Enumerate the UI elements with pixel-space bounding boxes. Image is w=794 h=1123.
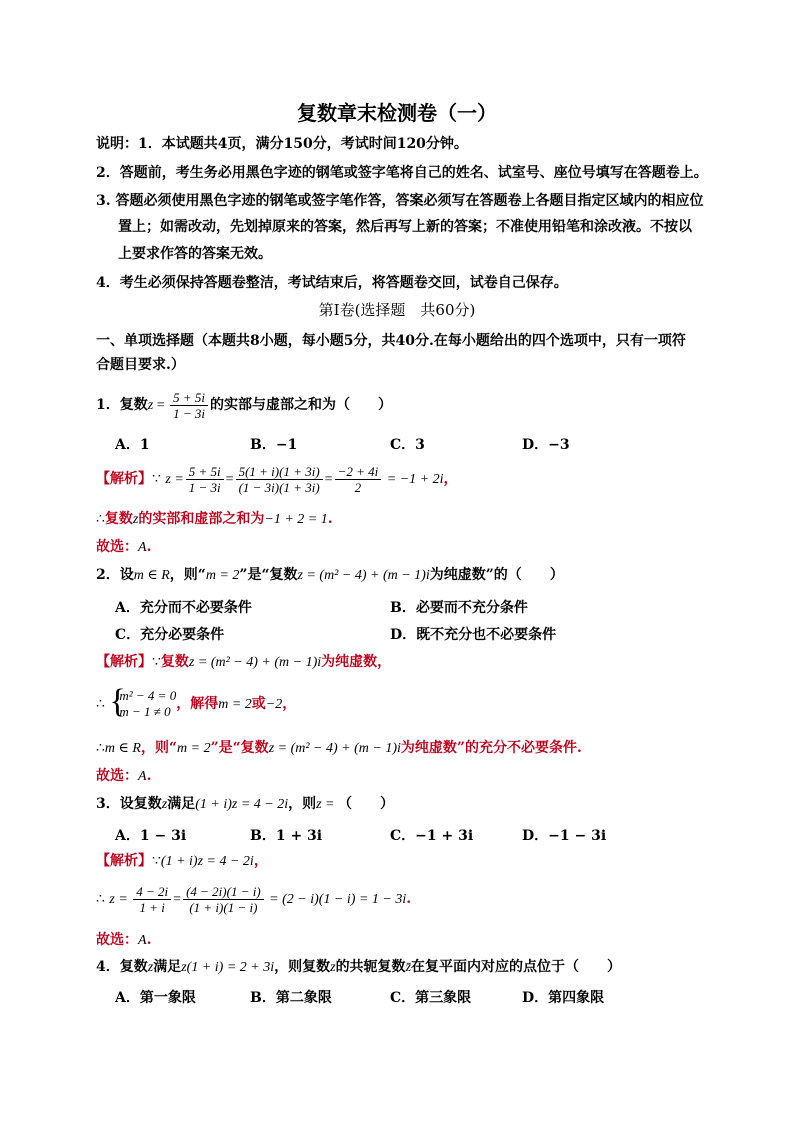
q2-answer: 故选：A. [96, 768, 152, 784]
q2-solution-line2: ∴ { m² − 4 = 0 m − 1 ≠ 0 ，解得m = 2或−2， [96, 683, 297, 720]
q3-option-b: B．1 + 3i [250, 828, 323, 844]
question-number: 3． [96, 796, 120, 812]
q3-option-c: C．−1 + 3i [390, 828, 474, 844]
question-number: 4． [96, 959, 120, 975]
q1-option-a: A．1 [115, 437, 150, 453]
fraction: $\frac{5 + 5i}{1 - 3i}$ [170, 390, 208, 421]
q1-option-b: B．−1 [250, 437, 298, 453]
instruction-3a: 3. 答题必须使用黑色字迹的钢笔或签字笔作答，答案必须写在答题卷上各题目指定区域内的相应位 [96, 193, 704, 209]
question-2: 2．设m ∈ R，则“m = 2”是“复数z = (m² − 4) + (m − 1)i为纯虚数”的（ ） [96, 567, 564, 583]
q2-solution-line1: 【解析】∵复数z = (m² − 4) + (m − 1)i为纯虚数， [96, 654, 392, 670]
instruction-3c: 上要求作答的答案无效。 [118, 246, 272, 262]
q1-solution-line1: 【解析】∵ z = $\frac{5 + 5i}{1 - 3i}$ = $\frac{5(1 + i)(1 + 3i)}{(1 - 3i)(1 + 3i)}$ = $\frac{-2 + 4i}{2}$ = −1 + 2i， [96, 463, 458, 495]
q2-option-b: B．必要而不充分条件 [390, 600, 528, 616]
q4-option-b: B．第二象限 [250, 990, 332, 1006]
q3-option-d: D．−1 − 3i [522, 828, 607, 844]
page-title: 复数章末检测卷（一） [297, 101, 497, 125]
q1-option-c: C．3 [390, 437, 425, 453]
q4-option-d: D．第四象限 [522, 990, 605, 1006]
q2-option-d: D．既不充分也不必要条件 [390, 627, 557, 643]
instruction-3b: 置上；如需改动，先划掉原来的答案，然后再写上新的答案；不准使用铅笔和涂改液。不按以 [118, 219, 692, 235]
analysis-label: 【解析】 [96, 471, 152, 487]
analysis-label: 【解析】 [96, 654, 152, 670]
instruction-4: 4．考生必须保持答题卷整洁，考试结束后，将答题卷交回，试卷自己保存。 [96, 275, 568, 291]
q4-option-a: A．第一象限 [115, 990, 196, 1006]
part1-heading-line2: 合题目要求.） [96, 357, 185, 373]
q3-solution-line1: 【解析】∵(1 + i)z = 4 − 2i， [96, 853, 268, 869]
question-number: 2． [96, 567, 120, 583]
q1-option-d: D．−3 [522, 437, 570, 453]
q3-solution-line2: ∴ z = $\frac{4 - 2i}{1 + i}$ = $\frac{(4 - 2i)(1 - i)}{(1 + i)(1 - i)}$ = (2 − i)(1 − i) = 1 − 3i. [96, 883, 412, 915]
q2-option-a: A．充分而不必要条件 [115, 600, 252, 616]
q4-option-c: C．第三象限 [390, 990, 472, 1006]
instruction-1: 说明：1．本试题共4页，满分150分，考试时间120分钟。 [96, 136, 468, 152]
q2-solution-line3: ∴m ∈ R，则“m = 2”是“复数z = (m² − 4) + (m − 1)i为纯虚数”的充分不必要条件. [96, 740, 582, 756]
analysis-label: 【解析】 [96, 853, 152, 869]
question-3: 3．设复数z满足(1 + i)z = 4 − 2i，则z = （ ） [96, 796, 395, 812]
question-1: 1．复数z = $\frac{5 + 5i}{1 - 3i}$ 的实部与虚部之和为（ ） [96, 389, 392, 421]
q3-answer: 故选：A. [96, 932, 152, 948]
q2-option-c: C．充分必要条件 [115, 627, 225, 643]
section-title: 第Ⅰ卷(选择题 共60分) [318, 301, 476, 319]
question-4: 4．复数z满足z(1 + i) = 2 + 3i，则复数z的共轭复数z̄在复平面内对应的点位于（ ） [96, 959, 622, 975]
q1-solution-line2: ∴复数z的实部和虚部之和为−1 + 2 = 1. [96, 511, 333, 527]
instruction-2: 2．答题前，考生务必用黑色字迹的钢笔或签字笔将自己的姓名、试室号、座位号填写在答题卷上。 [96, 165, 708, 181]
q3-option-a: A．1 − 3i [115, 828, 187, 844]
part1-heading-line1: 一、单项选择题（本题共8小题，每小题5分，共40分.在每小题给出的四个选项中，只有一项符 [96, 333, 686, 349]
question-number: 1． [96, 397, 120, 413]
equation-system: { m² − 4 = 0 m − 1 ≠ 0 [109, 683, 177, 720]
q1-answer: 故选：A. [96, 539, 152, 555]
